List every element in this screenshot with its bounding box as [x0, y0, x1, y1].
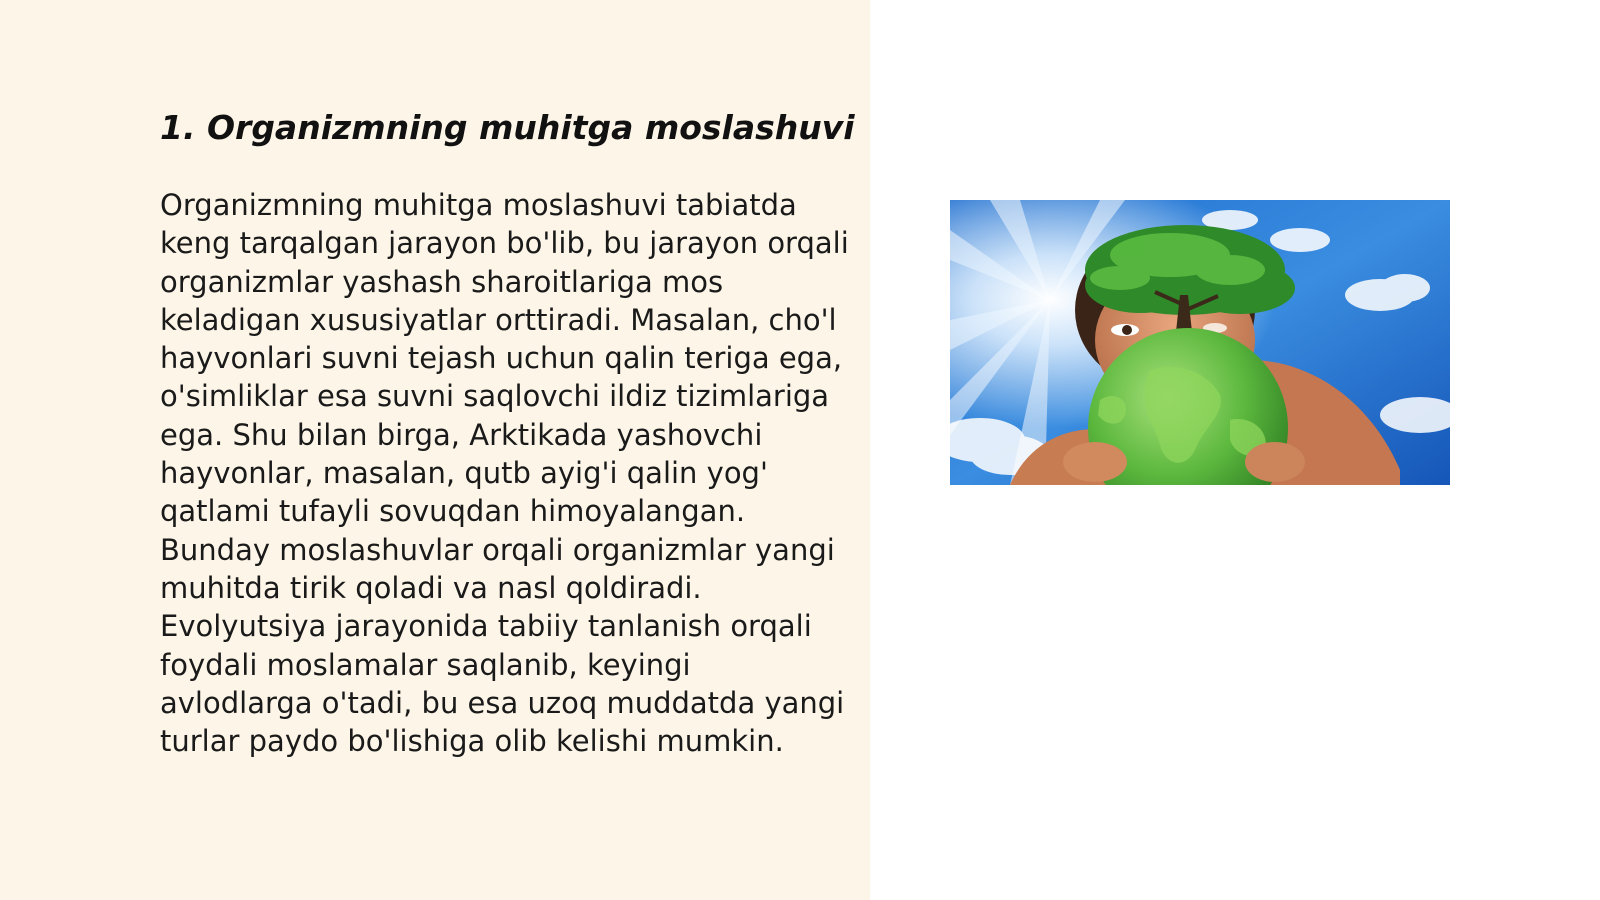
- slide-title: 1. Organizmning muhitga moslashuvi: [160, 108, 855, 147]
- slide-body-text: Organizmning muhitga moslashuvi tabiatda keng tarqalgan jarayon bo'lib, bu jarayon orqali organizmlar yashash sharoitlariga mos keladigan xususiyatlar orttiradi. Masalan, cho'l hayvonlari suvni tejash uchun qalin teriga ega, o'simliklar esa suvni saqlovchi ildiz tizimlariga ega. Shu bilan birga, Arktikada yashovchi hayvonlar, masalan, qutb ayig'i qalin yog' qatlami tufayli sovuqdan himoyalangan. Bunday moslashuvlar orqali organizmlar yangi muhitda tirik qoladi va nasl qoldiradi. Evolyutsiya jarayonida tabiiy tanlanish orqali foydali moslamalar saqlanib, keyingi avlodlarga o'tadi, bu esa uzoq muddatda yangi turlar paydo bo'lishiga olib kelishi mumkin.: [160, 188, 849, 759]
- globe-tree-photo: [950, 200, 1450, 485]
